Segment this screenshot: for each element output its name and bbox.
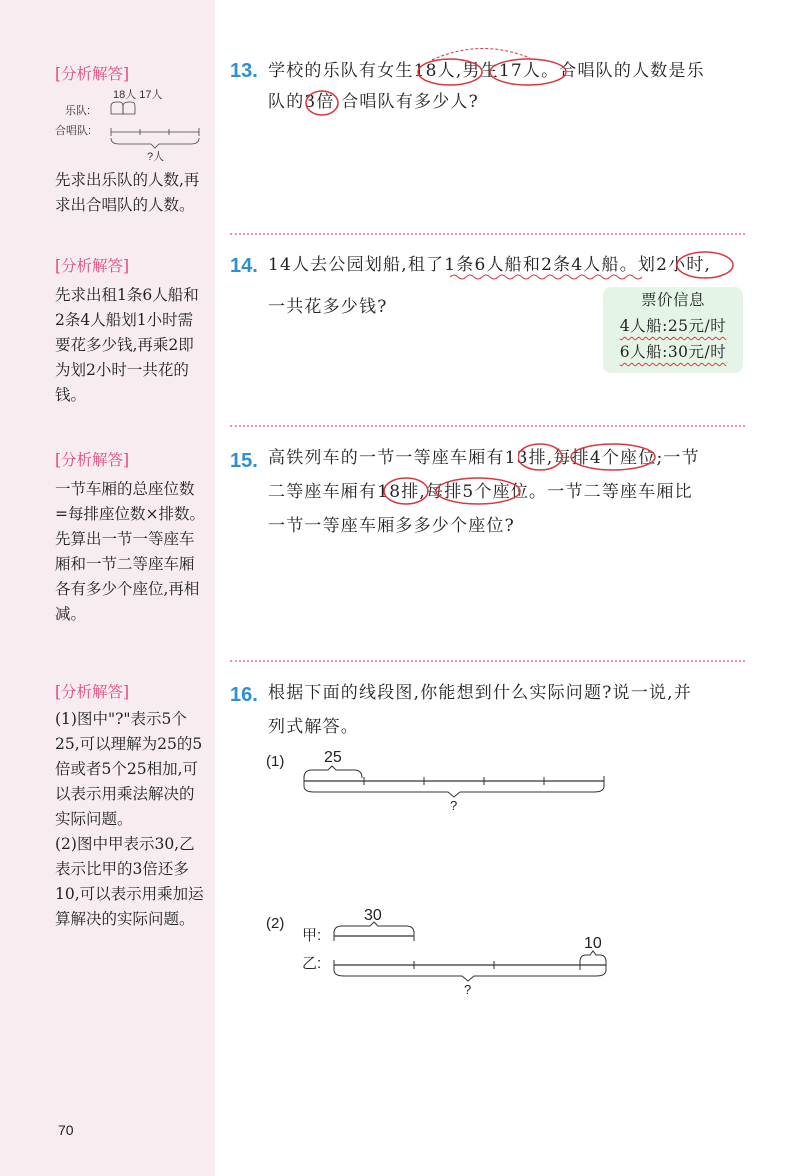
section-divider	[230, 233, 745, 235]
question-16	[268, 676, 758, 744]
diagram-2-question: ?	[464, 982, 472, 997]
analysis-13-text: 先求出乐队的人数,再求出合唱队的人数。	[55, 171, 200, 214]
diagram-question: ?人	[147, 151, 165, 162]
section-divider	[230, 425, 745, 427]
question-13-line-2: 队的3倍,合唱队有多少人?	[268, 92, 479, 112]
diagram-1-segment-value: 25	[324, 749, 342, 766]
question-16-line-1: 根据下面的线段图,你能想到什么实际问题?说一说,并	[268, 683, 692, 703]
analysis-16	[55, 680, 205, 932]
question-15-circles-row-1	[518, 440, 678, 474]
question-15-number: 15.	[230, 450, 258, 472]
question-14-number: 14.	[230, 255, 258, 277]
question-13-marks	[380, 40, 580, 110]
question-15-line-3: 一节一等座车厢多多少个座位?	[268, 516, 515, 536]
analysis-13	[55, 62, 205, 87]
diagram-2-yi: 乙:	[302, 955, 322, 972]
analysis-title: [分析解答]	[55, 683, 130, 701]
analysis-16-text-2: (2)图中甲表示30,乙表示比甲的3倍还多10,可以表示用乘加运算解决的实际问题。	[55, 835, 204, 928]
price-4-person-boat: 4人船:25元/时	[619, 317, 727, 335]
question-14-line-1: 14人去公园划船,租了1条6人船和2条4人船。划2小时,	[268, 255, 712, 275]
question-16-number: 16.	[230, 684, 258, 706]
analysis-15	[55, 448, 205, 627]
analysis-16-text-1: (1)图中"?"表示5个25,可以理解为25的5倍或者5个25相加,可以表示用乘法解决的实际问题。	[55, 710, 203, 828]
analysis-14-text: 先求出租1条6人船和2条4人船划1小时需要花多少钱,再乘2即为划2小时一共花的钱。	[55, 286, 199, 404]
question-13-number: 13.	[230, 60, 258, 82]
diagram-2-jia: 甲:	[302, 927, 322, 944]
line-diagram-1	[262, 740, 622, 820]
analysis-13-diagram	[55, 86, 205, 162]
diagram-2-label: (2)	[266, 915, 285, 932]
analysis-15-text: 一节车厢的总座位数=每排座位数×排数。先算出一节一等座车厢和一节二等座车厢各有多少个座位,再相减。	[55, 480, 205, 623]
diagram-choir-label: 合唱队:	[55, 125, 92, 137]
price-6-person-boat: 6人船:30元/时	[619, 343, 727, 361]
question-14-line-2: 一共花多少钱?	[268, 297, 388, 317]
question-14-circle-hours	[670, 248, 750, 282]
analysis-title: [分析解答]	[55, 257, 130, 275]
question-13-line-1: 学校的乐队有女生18人,男生17人。合唱队的人数是乐	[268, 61, 705, 81]
analysis-title: [分析解答]	[55, 65, 130, 83]
diagram-top-label: 18人 17人	[113, 89, 163, 101]
line-diagram-2	[262, 900, 622, 1000]
price-title: 票价信息	[640, 291, 705, 309]
ticket-price-info	[603, 287, 743, 373]
diagram-band-label: 乐队:	[65, 105, 91, 117]
question-14-wavy	[450, 272, 650, 282]
section-divider	[230, 660, 745, 662]
diagram-2-jia-value: 30	[364, 907, 382, 924]
question-15-line-2: 二等座车厢有18排,每排5个座位。一节二等座车厢比	[268, 482, 693, 502]
question-15-line-1: 高铁列车的一节一等座车厢有13排,每排4个座位;一节	[268, 448, 700, 468]
question-15-circles-row-2	[380, 474, 540, 508]
analysis-title: [分析解答]	[55, 451, 130, 469]
question-16-line-2: 列式解答。	[268, 717, 359, 737]
analysis-14	[55, 254, 205, 408]
page-number: 70	[58, 1122, 74, 1138]
diagram-2-extra-value: 10	[584, 935, 602, 952]
question-13-circle-3	[300, 90, 360, 120]
diagram-1-question: ?	[450, 798, 458, 813]
diagram-1-label: (1)	[266, 753, 285, 770]
